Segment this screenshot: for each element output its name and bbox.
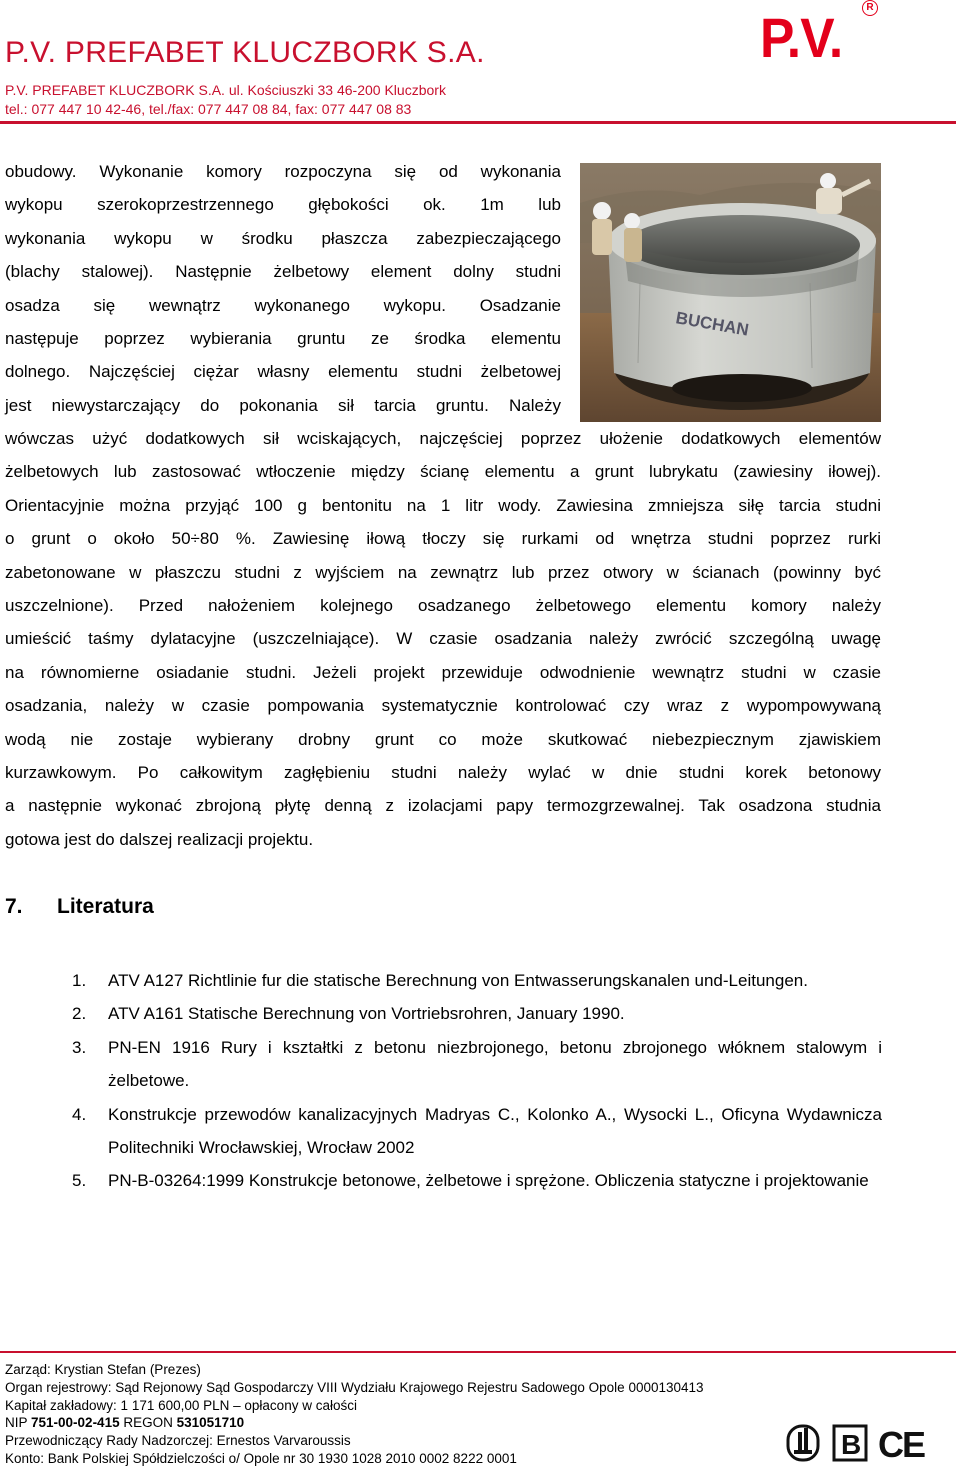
registered-mark: R — [862, 0, 878, 16]
footer-divider — [0, 1351, 956, 1353]
reference-item — [72, 1031, 882, 1098]
text-line: dolnego. Najczęściej ciężar własny elementu studni żelbetowej — [5, 362, 561, 382]
reference-number: 5. — [72, 1171, 87, 1191]
text-line: kurzawkowym. Po całkowitym zagłębieniu studni należy wylać w dnie studni korek betonowy — [5, 763, 881, 783]
ring-stamp-text: BUCHAN — [674, 308, 751, 340]
reference-list — [72, 964, 882, 1198]
text-line: następuje poprzez wybierania gruntu ze środka elementu — [5, 329, 561, 349]
reference-item — [72, 1164, 882, 1197]
company-phones: tel.: 077 447 10 42-46, tel./fax: 077 447 08 84, fax: 077 447 08 83 — [5, 101, 412, 117]
reference-text: PN-B-03264:1999 Konstrukcje betonowe, żelbetowe i sprężone. Obliczenia statyczne i projektowanie — [108, 1171, 869, 1191]
text-line: na równomierne osiadanie studni. Jeżeli projekt przewiduje odwodnienie wewnątrz studni w czasie — [5, 662, 881, 682]
well-ring-photo — [580, 163, 881, 422]
company-address: P.V. PREFABET KLUCZBORK S.A. ul. Kościuszki 33 46-200 Kluczbork — [5, 82, 446, 98]
reference-text: ATV A127 Richtlinie fur die statische Berechnung von Entwasserungskanalen und-Leitungen. — [108, 971, 808, 990]
well-ring-illustration — [580, 163, 881, 422]
reference-text: Konstrukcje przewodów kanalizacyjnych Madryas C., Kolonko A., Wysocki L., Oficyna Wydawnicza Politechniki Wrocławskiej, Wrocław 2002 — [108, 1104, 882, 1158]
section-number: 7. — [5, 895, 23, 918]
text-line: wodą nie zostaje wybierany drobny grunt co może skutkować niebezpiecznym zjawiskiem — [5, 729, 881, 749]
reference-text: PN-EN 1916 Rury i kształtki z betonu niezbrojonego, betonu zbrojonego włóknem stalowym i żelbetowe. — [108, 1037, 882, 1091]
svg-text:CE: CE — [878, 1424, 925, 1465]
text-line: umieścić taśmy dylatacyjne (uszczelniające). W czasie osadzania należy zwrócić szczególną uwagę — [5, 629, 881, 649]
text-line: uszczelnione). Przed nałożeniem kolejnego osadzanego żelbetowego elementu komory należy — [5, 596, 881, 616]
nip-label: NIP — [5, 1415, 32, 1431]
letterhead — [0, 0, 960, 125]
certification-marks — [786, 1422, 956, 1466]
text-line: (blachy stalowej). Następnie żelbetowy element dolny studni — [5, 262, 561, 282]
reference-item — [72, 1098, 882, 1165]
reference-number: 2. — [72, 1004, 87, 1024]
text-line: Orientacyjnie można przyjąć 100 g bentonitu na 1 litr wody. Zawiesina zmniejsza siłę tarcia studni — [5, 495, 881, 515]
footer-account: Konto: Bank Polskiej Spółdzielczości o/ Opole nr 30 1930 1028 2010 0002 8222 0001 — [5, 1450, 517, 1466]
text-line: o grunt o około 50÷80 %. Zawiesinę iłową tłoczy się rurkami od wnętrza studni poprzez rurki — [5, 529, 881, 549]
reference-item — [72, 964, 882, 997]
text-line: wykonania wykopu w środku płaszcza zabezpieczającego — [5, 228, 561, 248]
footer-ids — [5, 1414, 704, 1432]
header-divider — [0, 121, 956, 124]
regon-label: REGON — [119, 1415, 177, 1431]
regon-value: 531051710 — [176, 1415, 245, 1431]
b-mark-icon — [834, 1426, 866, 1460]
company-footer — [5, 1361, 704, 1468]
footer-supervisory: Przewodniczący Rady Nadzorczej: Ernestos Varvaroussis — [5, 1433, 351, 1449]
text-line: zabetonowane w płaszczu studni z wyjściem na zewnątrz lub przez otwory w ścianach (powinny być — [5, 562, 881, 582]
text-line: osadza się wewnątrz wykonanego wykopu. Osadzanie — [5, 295, 561, 315]
nip-value: 751-00-02-415 — [31, 1415, 120, 1431]
text-line: wykopu szerokoprzestrzennego głębokości ok. 1m lub — [5, 195, 561, 215]
text-line: osadzania, należy w czasie pompowania systematycznie kontrolować czy wraz z wypompowywaną — [5, 696, 881, 716]
paragraph-full-width — [5, 422, 881, 856]
svg-text:B: B — [841, 1429, 862, 1460]
footer-registry: Organ rejestrowy: Sąd Rejonowy Sąd Gospodarczy VIII Wydziału Krajowego Rejestru Sadowego Opole 0000130413 — [5, 1379, 704, 1395]
text-line: wówczas użyć dodatkowych sił wciskających, najczęściej poprzez ułożenie dodatkowych elementów — [5, 429, 881, 448]
text-line: żelbetowych lub zastosować wtłoczenie między ścianę elementu a grunt lubrykatu (zawiesiny iłowej). — [5, 462, 881, 482]
section-heading — [5, 895, 154, 919]
reference-text: ATV A161 Statische Berechnung von Vortriebsrohren, January 1990. — [108, 1004, 625, 1024]
footer-capital: Kapitał zakładowy: 1 171 600,00 PLN – opłacony w całości — [5, 1397, 357, 1413]
text-line: a następnie wykonać zbrojoną płytę denną z izolacjami papy termozgrzewalnej. Tak osadzona studnia — [5, 796, 881, 816]
footer-board: Zarząd: Krystian Stefan (Prezes) — [5, 1362, 201, 1377]
reference-number: 4. — [72, 1104, 87, 1124]
company-logo: P.V. — [760, 6, 843, 69]
reference-item — [72, 997, 882, 1030]
section-title: Literatura — [57, 895, 154, 918]
company-title: P.V. PREFABET KLUCZBORK S.A. — [5, 36, 485, 69]
text-line: gotowa jest do dalszej realizacji projektu. — [5, 829, 314, 849]
construction-mark-icon — [788, 1426, 818, 1460]
paragraph-beside-photo — [5, 155, 561, 422]
reference-number: 1. — [72, 971, 87, 990]
reference-number: 3. — [72, 1037, 87, 1057]
text-line: jest niewystarczający do pokonania sił tarcia gruntu. Należy — [5, 395, 561, 415]
text-line: obudowy. Wykonanie komory rozpoczyna się od wykonania — [5, 162, 561, 181]
ce-mark-icon — [878, 1424, 925, 1465]
